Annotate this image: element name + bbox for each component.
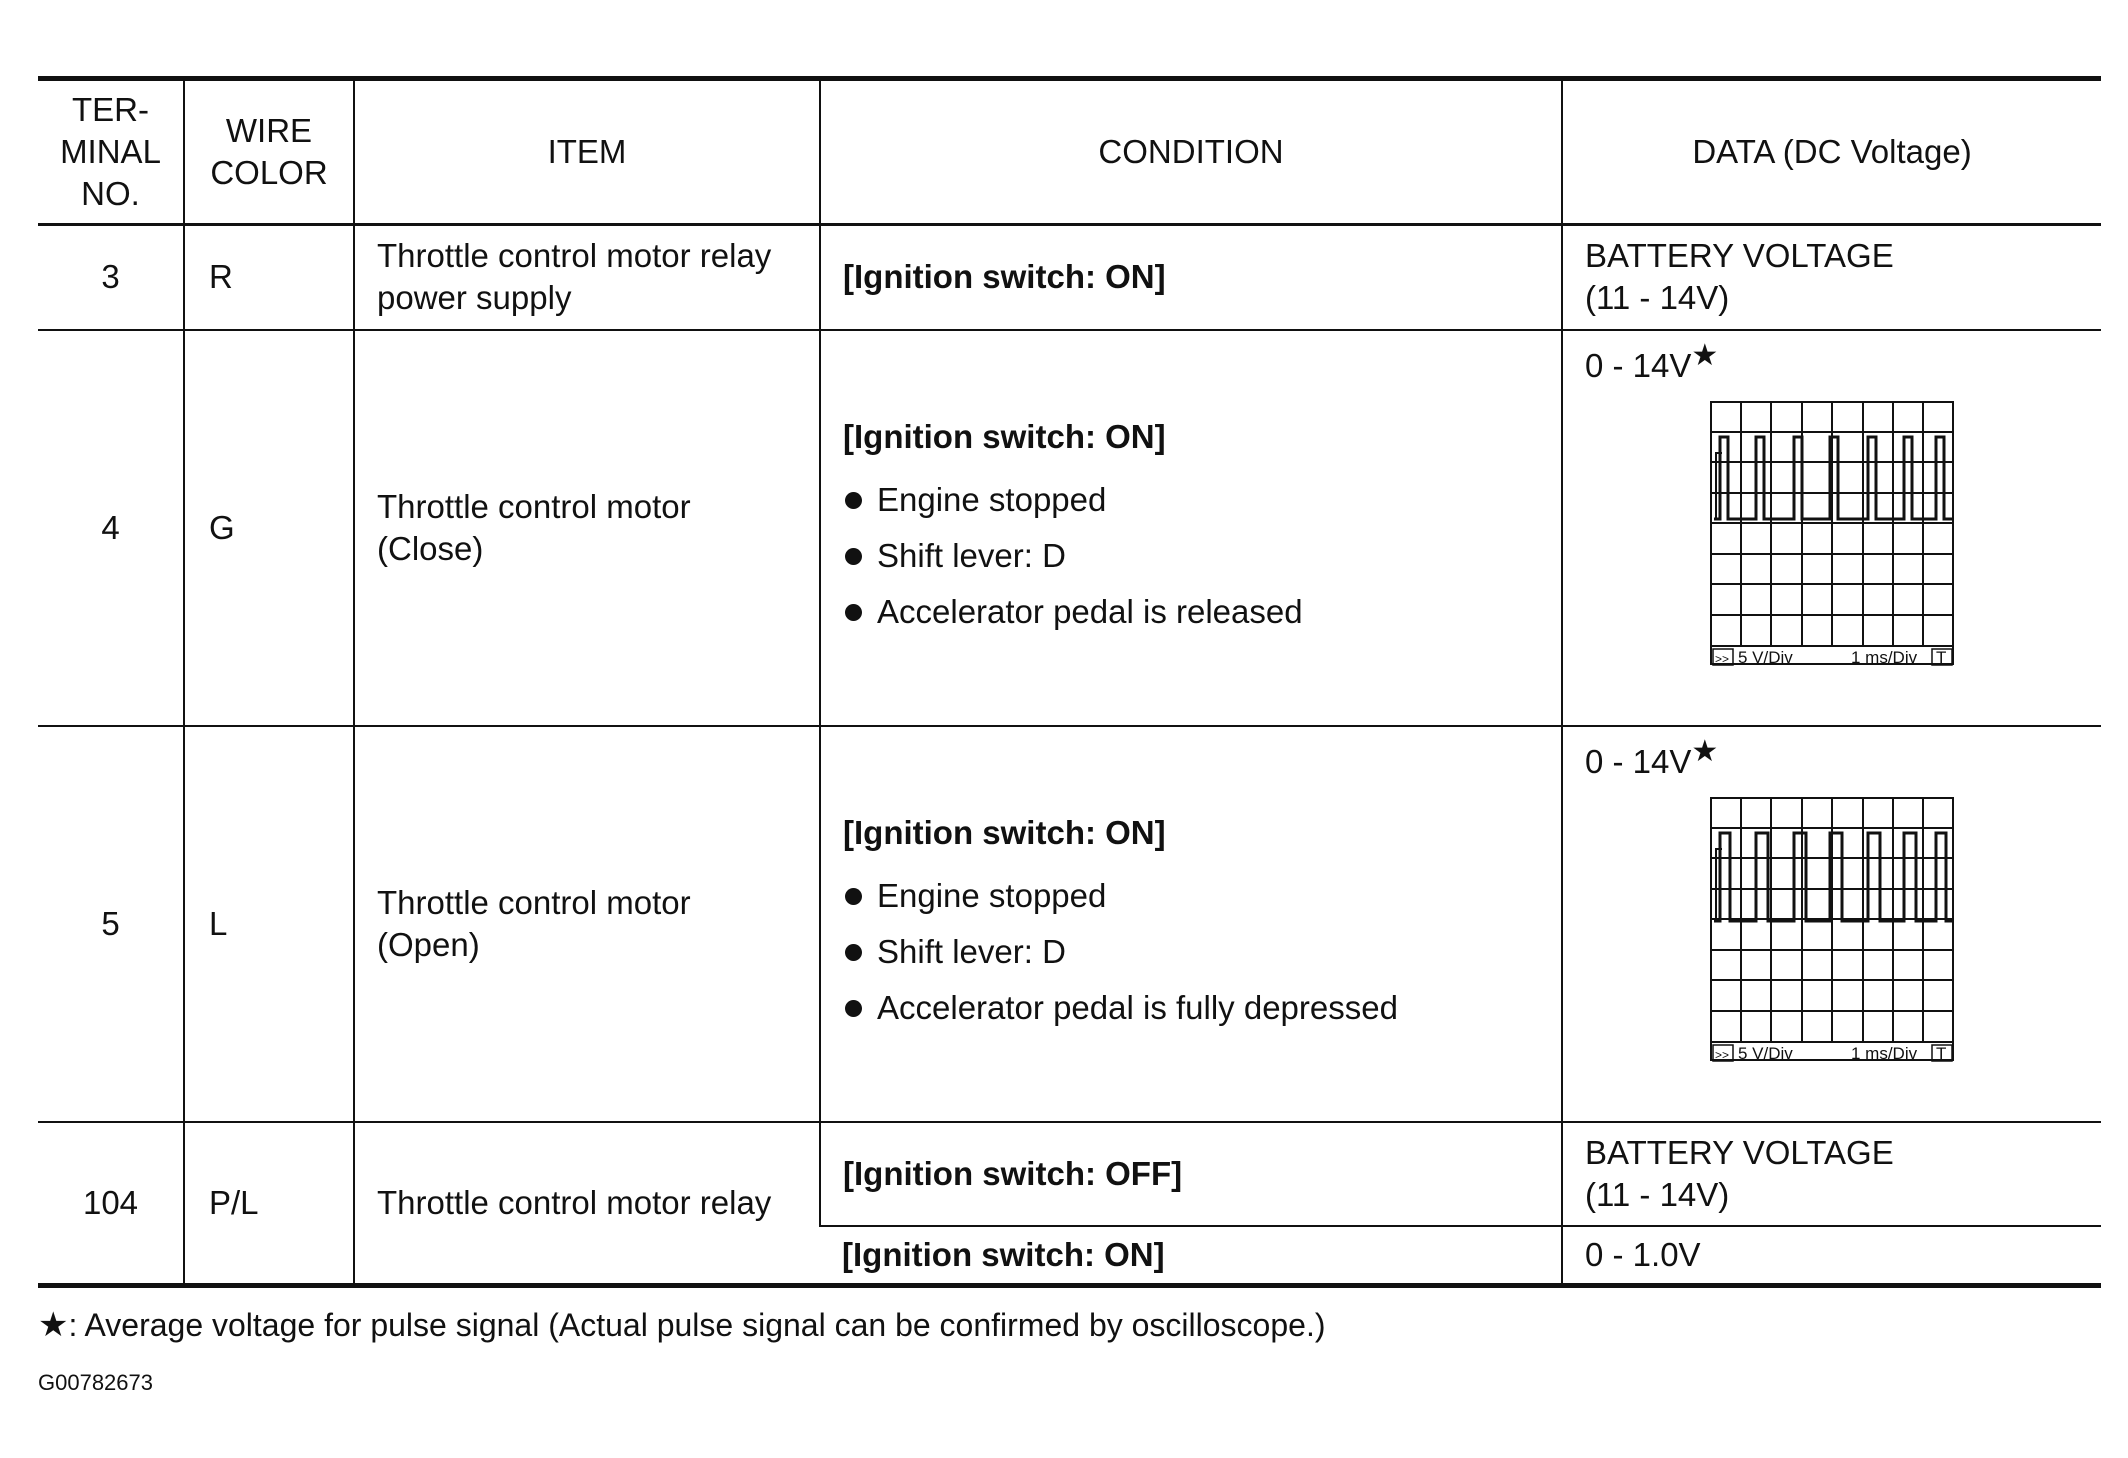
condition-heading: [Ignition switch: ON] [842,1235,1165,1273]
scope-trigger-label: T [1936,1043,1947,1063]
star-icon: ★ [1691,338,1719,372]
table-row [38,1122,2101,1226]
wire-color: L [184,726,354,1122]
data-value: 0 - 14V★ [1585,734,1719,780]
footnote-text: : Average voltage for pulse signal (Actual pulse signal can be confirmed by oscilloscope.) [68,1307,1326,1343]
list-item: Engine stopped [843,472,1561,528]
scope-arrow-label: >> [1715,1047,1730,1062]
header-data: DATA (DC Voltage) [1562,79,2101,225]
header-wire-color: WIRE COLOR [184,79,354,225]
condition-cell [820,330,1562,726]
scope-trigger-label: T [1936,647,1947,667]
terminal-no: 104 [38,1122,184,1286]
data-cell [1562,330,2101,726]
bullet-icon [845,1000,862,1017]
condition-heading: [Ignition switch: OFF] [843,1154,1183,1192]
list-item: Engine stopped [843,868,1561,924]
wire-color: G [184,330,354,726]
star-icon: ★ [1691,734,1719,768]
condition-list [843,472,1561,640]
condition-heading: [Ignition switch: ON] [843,258,1166,296]
terminal-no: 5 [38,726,184,1122]
scope-arrow-label: >> [1715,651,1730,666]
oscilloscope-waveform-icon [1710,797,1956,1063]
bullet-icon [845,604,862,621]
data-value: 0 - 14V★ [1585,338,1719,384]
data-value: 0 - 1.0V [1562,1226,2101,1286]
condition-cell [820,726,1562,1122]
terminal-no: 3 [38,225,184,330]
item-text: Throttle control motor (Close) [354,330,820,726]
header-condition: CONDITION [820,79,1562,225]
list-item: Accelerator pedal is released [843,584,1561,640]
condition-cell [820,225,1562,330]
wire-color: R [184,225,354,330]
list-item: Shift lever: D [843,924,1561,980]
star-icon: ★ [38,1306,69,1344]
condition-list [843,868,1561,1036]
bullet-icon [845,888,862,905]
scope-grid [1711,402,1953,664]
bullet-icon [845,492,862,509]
terminal-data-table-container [38,76,2101,1288]
table-row [38,726,2101,1122]
header-item: ITEM [354,79,820,225]
figure-id: G00782673 [38,1370,153,1395]
wire-color: P/L [184,1122,354,1286]
table-row [38,330,2101,726]
data-value: BATTERY VOLTAGE (11 - 14V) [1562,1122,2101,1226]
scope-volt-div: 5 V/Div [1738,647,1793,667]
bullet-icon [845,548,862,565]
data-value: BATTERY VOLTAGE (11 - 14V) [1562,225,2101,330]
terminal-data-table [38,76,2101,1288]
condition-cell [820,1122,1562,1226]
table-header-row [38,79,2101,225]
scope-time-div: 1 ms/Div [1851,647,1918,667]
data-cell [1562,726,2101,1122]
scope-volt-div: 5 V/Div [1738,1043,1793,1063]
condition-heading: [Ignition switch: ON] [843,813,1166,851]
table-row [38,225,2101,330]
list-item: Shift lever: D [843,528,1561,584]
footnote [38,1305,1325,1345]
terminal-no: 4 [38,330,184,726]
condition-heading: [Ignition switch: ON] [843,417,1166,455]
scope-time-div: 1 ms/Div [1851,1043,1918,1063]
item-text: Throttle control motor (Open) [354,726,820,1122]
item-text: Throttle control motor relay power supply [354,225,820,330]
bullet-icon [845,944,862,961]
condition-cell [820,1226,1562,1286]
header-terminal-no: TER- MINAL NO. [38,79,184,225]
item-text: Throttle control motor relay [354,1122,820,1286]
oscilloscope-waveform-icon [1710,401,1956,667]
list-item: Accelerator pedal is fully depressed [843,980,1561,1036]
